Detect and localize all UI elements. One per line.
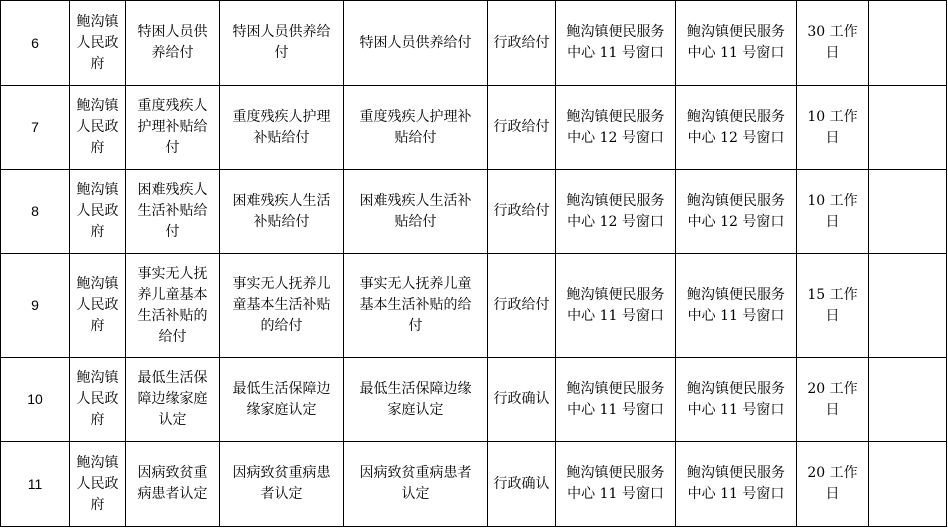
note-cell <box>869 86 947 170</box>
row-number: 9 <box>1 254 70 358</box>
handling-place-cell: 鲍沟镇便民服务中心 11 号窗口 <box>556 442 676 527</box>
department-cell: 鲍沟镇人民政府 <box>70 170 126 254</box>
main-item-cell: 重度残疾人护理补贴给付 <box>126 86 220 170</box>
consult-place-cell: 鲍沟镇便民服务中心 11 号窗口 <box>676 442 797 527</box>
time-limit-cell: 15 工作日 <box>797 254 869 358</box>
business-item-cell: 因病致贫重病患者认定 <box>344 442 488 527</box>
row-number: 7 <box>1 86 70 170</box>
item-type-cell: 行政给付 <box>488 1 556 86</box>
main-item-cell: 因病致贫重病患者认定 <box>126 442 220 527</box>
business-item-cell: 困难残疾人生活补贴给付 <box>344 170 488 254</box>
handling-place-cell: 鲍沟镇便民服务中心 12 号窗口 <box>556 86 676 170</box>
main-item-cell: 最低生活保障边缘家庭认定 <box>126 358 220 442</box>
department-cell: 鲍沟镇人民政府 <box>70 358 126 442</box>
department-cell: 鲍沟镇人民政府 <box>70 254 126 358</box>
item-type-cell: 行政确认 <box>488 442 556 527</box>
table-row <box>1 358 947 442</box>
time-limit-cell: 20 工作日 <box>797 442 869 527</box>
main-item-cell: 事实无人抚养儿童基本生活补贴的给付 <box>126 254 220 358</box>
table-row <box>1 1 947 86</box>
table-row <box>1 170 947 254</box>
row-number: 11 <box>1 442 70 527</box>
note-cell <box>869 358 947 442</box>
consult-place-cell: 鲍沟镇便民服务中心 11 号窗口 <box>676 358 797 442</box>
time-limit-cell: 10 工作日 <box>797 170 869 254</box>
row-number: 8 <box>1 170 70 254</box>
table-row <box>1 86 947 170</box>
business-item-cell: 特困人员供养给付 <box>344 1 488 86</box>
row-number: 10 <box>1 358 70 442</box>
consult-place-cell: 鲍沟镇便民服务中心 11 号窗口 <box>676 254 797 358</box>
item-type-cell: 行政给付 <box>488 86 556 170</box>
item-type-cell: 行政给付 <box>488 254 556 358</box>
note-cell <box>869 442 947 527</box>
row-number: 6 <box>1 1 70 86</box>
item-type-cell: 行政给付 <box>488 170 556 254</box>
main-item-cell: 特困人员供养给付 <box>126 1 220 86</box>
sub-item-cell: 因病致贫重病患者认定 <box>220 442 344 527</box>
business-item-cell: 重度残疾人护理补贴给付 <box>344 86 488 170</box>
department-cell: 鲍沟镇人民政府 <box>70 1 126 86</box>
sub-item-cell: 特困人员供养给付 <box>220 1 344 86</box>
department-cell: 鲍沟镇人民政府 <box>70 86 126 170</box>
note-cell <box>869 1 947 86</box>
time-limit-cell: 30 工作日 <box>797 1 869 86</box>
business-item-cell: 最低生活保障边缘家庭认定 <box>344 358 488 442</box>
business-item-cell: 事实无人抚养儿童基本生活补贴的给付 <box>344 254 488 358</box>
note-cell <box>869 254 947 358</box>
sub-item-cell: 重度残疾人护理补贴给付 <box>220 86 344 170</box>
sub-item-cell: 事实无人抚养儿童基本生活补贴的给付 <box>220 254 344 358</box>
table-row <box>1 254 947 358</box>
handling-place-cell: 鲍沟镇便民服务中心 11 号窗口 <box>556 254 676 358</box>
department-cell: 鲍沟镇人民政府 <box>70 442 126 527</box>
note-cell <box>869 170 947 254</box>
time-limit-cell: 20 工作日 <box>797 358 869 442</box>
main-item-cell: 困难残疾人生活补贴给付 <box>126 170 220 254</box>
consult-place-cell: 鲍沟镇便民服务中心 12 号窗口 <box>676 86 797 170</box>
time-limit-cell: 10 工作日 <box>797 86 869 170</box>
consult-place-cell: 鲍沟镇便民服务中心 12 号窗口 <box>676 170 797 254</box>
table-row <box>1 442 947 527</box>
handling-place-cell: 鲍沟镇便民服务中心 12 号窗口 <box>556 170 676 254</box>
item-type-cell: 行政确认 <box>488 358 556 442</box>
sub-item-cell: 最低生活保障边缘家庭认定 <box>220 358 344 442</box>
consult-place-cell: 鲍沟镇便民服务中心 11 号窗口 <box>676 1 797 86</box>
sub-item-cell: 困难残疾人生活补贴给付 <box>220 170 344 254</box>
handling-place-cell: 鲍沟镇便民服务中心 11 号窗口 <box>556 358 676 442</box>
handling-place-cell: 鲍沟镇便民服务中心 11 号窗口 <box>556 1 676 86</box>
